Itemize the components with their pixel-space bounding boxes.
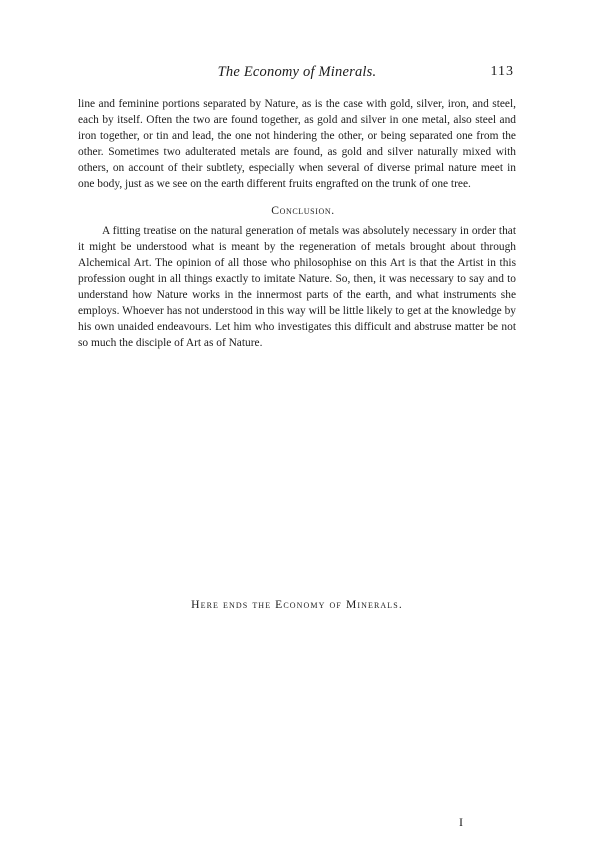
signature-mark: I [459, 815, 463, 829]
running-head [78, 64, 516, 86]
paragraph-continued: line and feminine portions separated by Nature, as is the case with gold, silver, iron, and steel, each by itself. Often the two are found together, as gold and silver in one metal, also steel and iron together, or tin and lead, the one not hindering the other, or being separated one from the other. Sometimes two adulterated metals are found, as gold and silver naturally mixed with others, on account of their subtlety, especially when several of diverse primal nature meet in one body, just as we see on the earth different fruits engrafted on the trunk of one tree. [78, 98, 516, 191]
closing-line: Here ends the Economy of Minerals. [191, 598, 403, 611]
paragraph-conclusion: A fitting treatise on the natural generation of metals was absolutely necessary in order that it might be understood what is meant by the regeneration of metals brought about through Alchemical Art. The opinion of all those who philosophise on this Art is that the Artist in this profession ought in all things exactly to imitate Nature. So, then, it was necessary to say and to understand how Nature works in the innermost parts of the earth, and what instruments she employs. Whoever has not understood in this way will be little likely to get at the knowledge by his own unaided endeavours. Let him who investigates this difficult and abstruse matter be not so much the disciple of Art as of Nature. [78, 224, 516, 350]
section-heading-conclusion: Conclusion. [271, 203, 335, 217]
running-title: The Economy of Minerals. [217, 64, 377, 80]
page-number: 113 [490, 64, 514, 79]
body-text [78, 96, 516, 351]
